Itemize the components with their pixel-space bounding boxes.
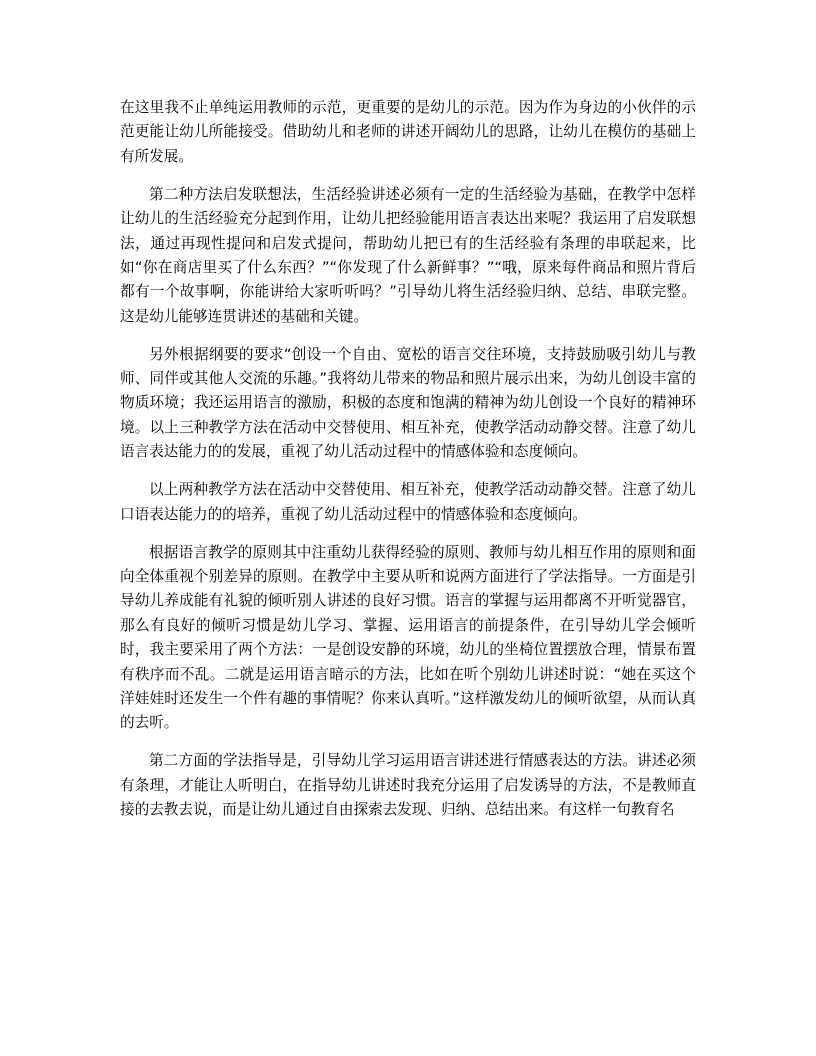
paragraph-5: 根据语言教学的原则其中注重幼儿获得经验的原则、教师与幼儿相互作用的原则和面向全体重视个别差异的原则。在教学中主要从听和说两方面进行了学法指导。一方面是引导幼儿养成能有礼貌的倾听别人讲述的良好习惯。语言的掌握与运用都离不开听觉器官，那么有良好的倾听习惯是幼儿学习、掌握、运用语言的前提条件，在引导幼儿学会倾听时，我主要采用了两个方法：一是创设安静的环境，幼儿的坐椅位置摆放合理，情景布置有秩序而不乱。二就是运用语言暗示的方法，比如在听个别幼儿讲述时说：“她在买这个洋娃娃时还发生一个件有趣的事情呢？你来认真听。”这样激发幼儿的倾听欲望，从而认真的去听。 (120, 543, 696, 732)
paragraph-3: 另外根据纲要的要求“创设一个自由、宽松的语言交往环境，支持鼓励吸引幼儿与教师、同伴或其他人交流的乐趣。”我将幼儿带来的物品和照片展示出来，为幼儿创设丰富的物质环境；我还运用语言的激励，积极的态度和饱满的精神为幼儿创设一个良好的精神环境。以上三种教学方法在活动中交替使用、相互补充，使教学活动动静交替。注意了幼儿语言表达能力的的发展，重视了幼儿活动过程中的情感体验和态度倾向。 (120, 345, 696, 461)
paragraph-1: 在这里我不止单纯运用教师的示范，更重要的是幼儿的示范。因为作为身边的小伙伴的示范更能让幼儿所能接受。借助幼儿和老师的讲述开阔幼儿的思路，让幼儿在模仿的基础上有所发展。 (120, 99, 696, 165)
paragraph-6: 第二方面的学法指导是，引导幼儿学习运用语言讲述进行情感表达的方法。讲述必须有条理，才能让人听明白，在指导幼儿讲述时我充分运用了启发诱导的方法，不是教师直接的去教去说，而是让幼儿通过自由探索去发现、归纳、总结出来。有这样一句教育名 (120, 752, 696, 819)
paragraph-2: 第二种方法启发联想法，生活经验讲述必须有一定的生活经验为基础，在教学中怎样让幼儿的生活经验充分起到作用，让幼儿把经验能用语言表达出来呢？我运用了启发联想法，通过再现性提问和启发式提问，帮助幼儿把已有的生活经验有条理的串联起来，比如“你在商店里买了什么东西？”“你发现了什么新鲜事？”“哦，原来每件商品和照片背后都有一个故事啊，你能讲给大家听听吗？”引导幼儿将生活经验归纳、总结、串联完整。这是幼儿能够连贯讲述的基础和关键。 (120, 185, 696, 325)
paragraph-4: 以上两种教学方法在活动中交替使用、相互补充，使教学活动动静交替。注意了幼儿口语表达能力的的培养，重视了幼儿活动过程中的情感体验和态度倾向。 (120, 481, 696, 523)
document-body (120, 96, 696, 836)
